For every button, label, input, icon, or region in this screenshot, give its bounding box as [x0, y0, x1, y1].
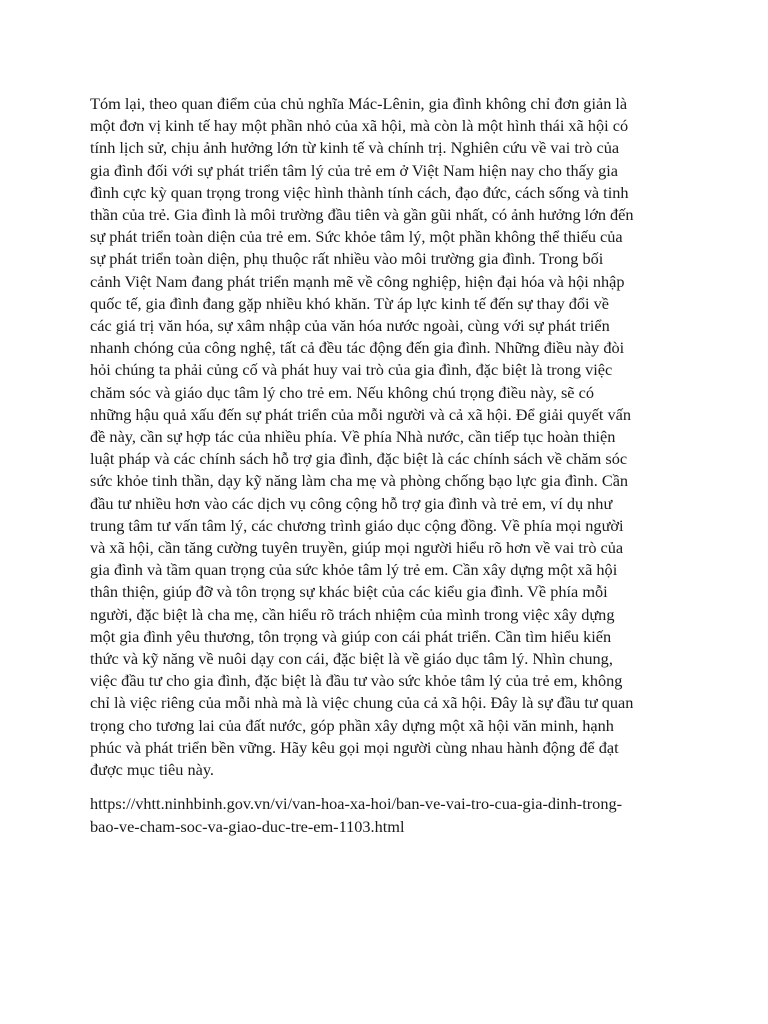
text-line: cảnh Việt Nam đang phát triển mạnh mẽ về công nghiệp, hiện đại hóa và hội nhập	[90, 271, 625, 291]
text-line: đề này, cần sự hợp tác của nhiều phía. Về phía Nhà nước, cần tiếp tục hoàn thiện	[90, 427, 616, 447]
text-line: thân thiện, giúp đỡ và tôn trọng sự khác biệt của các kiểu gia đình. Về phía mỗi	[90, 582, 608, 602]
text-line: và xã hội, cần tăng cường tuyên truyền, giúp mọi người hiểu rõ hơn về vai trò của	[90, 538, 624, 558]
text-line: sức khỏe tinh thần, dạy kỹ năng làm cha mẹ và phòng chống bạo lực gia đình. Cần	[90, 471, 629, 491]
text-line: trung tâm tư vấn tâm lý, các chương trình giáo dục cộng đồng. Về phía mọi người	[90, 515, 624, 535]
text-line: đầu tư nhiều hơn vào các dịch vụ công cộng hỗ trợ gia đình và trẻ em, ví dụ như	[90, 493, 613, 513]
text-line: một đơn vị kinh tế hay một phần nhỏ của xã hội, mà còn là một hình thái xã hội có	[90, 116, 629, 136]
text-line: việc đầu tư cho gia đình, đặc biệt là đầu tư vào sức khỏe tâm lý của trẻ em, không	[90, 671, 623, 691]
text-line: sự phát triển toàn diện của trẻ em. Sức khỏe tâm lý, một phần không thể thiếu của	[90, 227, 623, 247]
source-url	[90, 793, 686, 837]
text-line: trọng cho tương lai của đất nước, góp phần xây dựng một xã hội văn minh, hạnh	[90, 715, 614, 735]
body-paragraph	[90, 93, 686, 781]
text-line: Tóm lại, theo quan điểm của chủ nghĩa Mác-Lênin, gia đình không chỉ đơn giản là	[90, 94, 628, 113]
text-line: gia đình và tầm quan trọng của sức khỏe tâm lý trẻ em. Cần xây dựng một xã hội	[90, 560, 618, 580]
text-line: tính lịch sử, chịu ảnh hưởng lớn từ kinh tế và chính trị. Nghiên cứu về vai trò của	[90, 138, 620, 158]
text-line: phúc và phát triển bền vững. Hãy kêu gọi mọi người cùng nhau hành động để đạt	[90, 737, 619, 757]
text-line: những hậu quả xấu đến sự phát triển của mỗi người và cả xã hội. Để giải quyết vấn	[90, 404, 632, 424]
text-line: được mục tiêu này.	[90, 760, 214, 780]
text-line: thần của trẻ. Gia đình là môi trường đầu tiên và gần gũi nhất, có ảnh hưởng lớn đến	[90, 205, 634, 225]
text-line: gia đình đối với sự phát triển tâm lý của trẻ em ở Việt Nam hiện nay cho thấy gia	[90, 160, 618, 180]
text-line: đình cực kỳ quan trọng trong việc hình thành tính cách, đạo đức, cách sống và tinh	[90, 182, 629, 202]
text-line: một gia đình yêu thương, tôn trọng và giúp con cái phát triển. Cần tìm hiểu kiến	[90, 626, 612, 646]
text-line: thức và kỹ năng về nuôi dạy con cái, đặc biệt là về giáo dục tâm lý. Nhìn chung,	[90, 649, 613, 669]
text-line: hỏi chúng ta phải củng cố và phát huy vai trò của gia đình, đặc biệt là trong việc	[90, 360, 613, 380]
text-line: các giá trị văn hóa, sự xâm nhập của văn hóa nước ngoài, cùng với sự phát triển	[90, 316, 610, 336]
url-line: bao-ve-cham-soc-va-giao-duc-tre-em-1103.html	[90, 816, 405, 836]
text-line: quốc tế, gia đình đang gặp nhiều khó khăn. Từ áp lực kinh tế đến sự thay đổi về	[90, 293, 610, 313]
text-line: nhanh chóng của công nghệ, tất cả đều tác động đến gia đình. Những điều này đòi	[90, 338, 625, 358]
text-line: chăm sóc và giáo dục tâm lý cho trẻ em. Nếu không chú trọng điều này, sẽ có	[90, 382, 594, 402]
text-line: luật pháp và các chính sách hỗ trợ gia đình, đặc biệt là các chính sách về chăm sóc	[90, 449, 628, 469]
text-line: người, đặc biệt là cha mẹ, cần hiểu rõ trách nhiệm của mình trong việc xây dựng	[90, 604, 615, 624]
text-line: sự phát triển toàn diện, phụ thuộc rất nhiều vào môi trường gia đình. Trong bối	[90, 249, 604, 269]
url-line: https://vhtt.ninhbinh.gov.vn/vi/van-hoa-xa-hoi/ban-ve-vai-tro-cua-gia-dinh-trong-	[90, 794, 623, 814]
text-line: chỉ là việc riêng của mỗi nhà mà là việc chung của cả xã hội. Đây là sự đầu tư quan	[90, 693, 634, 713]
document-body	[90, 93, 686, 850]
